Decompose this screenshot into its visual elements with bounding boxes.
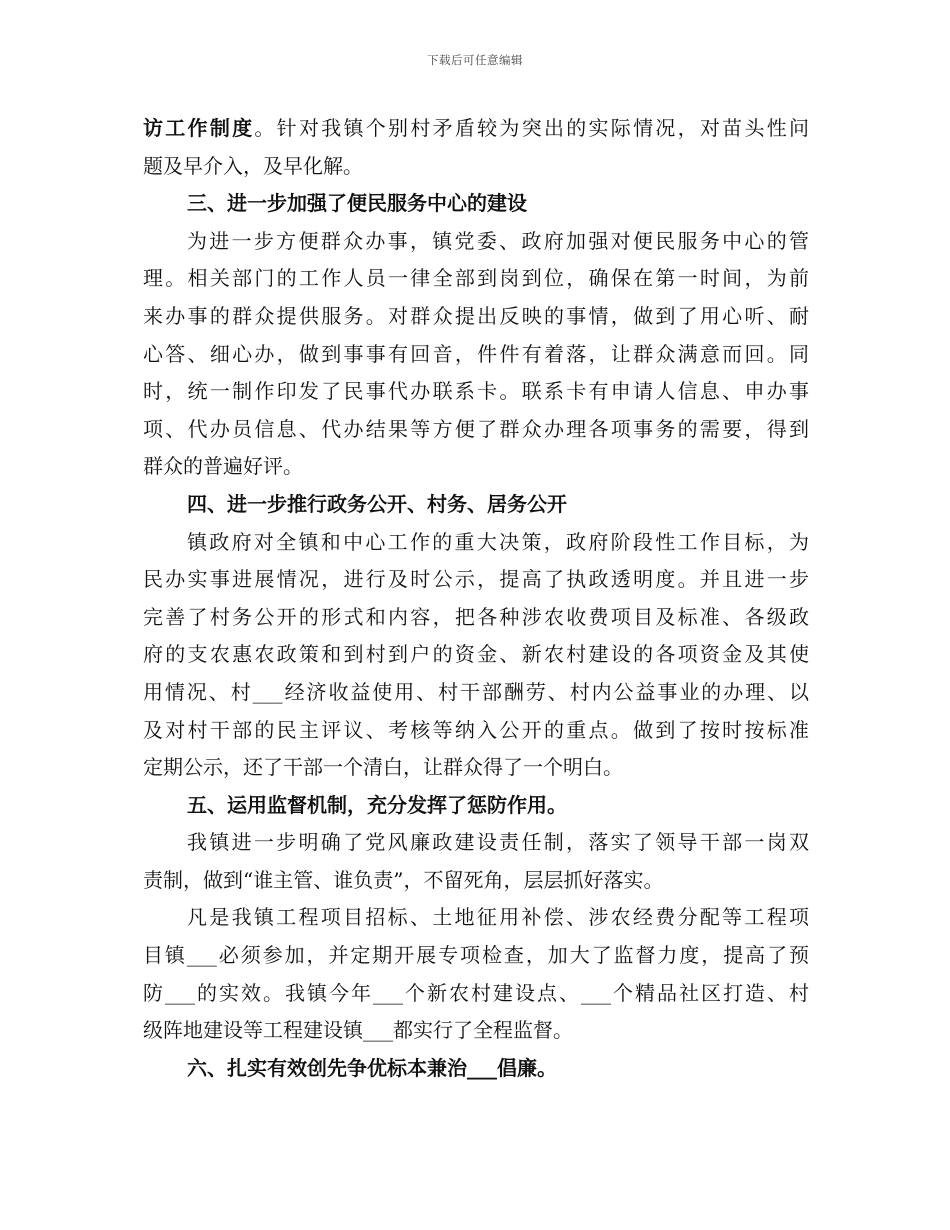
paragraph-line: 用情况、村___经济收益使用、村干部酬劳、村内公益事业的办理、以 <box>143 679 809 704</box>
paragraph-line: 理。相关部门的工作人员一律全部到岗到位，确保在第一时间，为前 <box>143 266 809 291</box>
text-line: 题及早介入，及早化解。 <box>143 153 363 178</box>
bold-phrase: 访工作制度 <box>143 116 255 140</box>
paragraph-line: 目镇___必须参加，并定期开展专项检查，加大了监督力度，提高了预 <box>143 943 809 968</box>
paragraph-line: 项、代办员信息、代办结果等方便了群众办理各项事务的需要，得到 <box>143 416 809 441</box>
paragraph-line: 及对村干部的民主评议、考核等纳入公开的重点。做到了按时按标准 <box>143 717 809 742</box>
text-line <box>143 110 809 148</box>
page-header: 下载后可任意编辑 <box>427 53 523 67</box>
paragraph-line: 心答、细心办，做到事事有回音，件件有着落，让群众满意而回。同 <box>143 341 809 366</box>
paragraph-line: 防___的实效。我镇今年___个新农村建设点、___个精品社区打造、村 <box>143 980 809 1005</box>
section-heading-3: 三、进一步加强了便民服务中心的建设 <box>187 191 527 216</box>
paragraph-line: 时，统一制作印发了民事代办联系卡。联系卡有申请人信息、申办事 <box>143 379 809 404</box>
paragraph-line: 级阵地建设等工程建设镇___都实行了全程监督。 <box>143 1018 573 1043</box>
paragraph-line: 群众的普遍好评。 <box>143 454 303 479</box>
section-heading-5: 五、运用监督机制，充分发挥了惩防作用。 <box>187 792 567 817</box>
paragraph-line: 民办实事进展情况，进行及时公示，提高了执政透明度。并且进一步 <box>143 567 809 592</box>
paragraph-line: 为进一步方便群众办事，镇党委、政府加强对便民服务中心的管 <box>187 228 809 253</box>
paragraph-line: 凡是我镇工程项目招标、土地征用补偿、涉农经费分配等工程项 <box>187 905 809 930</box>
text-run: 。针对我镇个别村矛盾较为突出的实际情况，对苗头性问 <box>254 116 810 140</box>
paragraph-line: 镇政府对全镇和中心工作的重大决策，政府阶段性工作目标，为 <box>187 529 809 554</box>
paragraph-line: 完善了村务公开的形式和内容，把各种涉农收费项目及标准、各级政 <box>143 604 809 629</box>
document-body <box>143 110 809 1087</box>
paragraph-line: 我镇进一步明确了党风廉政建设责任制，落实了领导干部一岗双 <box>187 830 809 855</box>
paragraph-line: 来办事的群众提供服务。对群众提出反映的事情，做到了用心听、耐 <box>143 303 809 328</box>
paragraph-line: 府的支农惠农政策和到村到户的资金、新农村建设的各项资金及其使 <box>143 642 809 667</box>
section-heading-4: 四、进一步推行政务公开、村务、居务公开 <box>187 491 567 516</box>
paragraph-line: 责制，做到“谁主管、谁负责”，不留死角，层层抓好落实。 <box>143 867 664 892</box>
paragraph-line: 定期公示，还了干部一个清白，让群众得了一个明白。 <box>143 755 623 780</box>
section-heading-6: 六、扎实有效创先争优标本兼治___倡廉。 <box>187 1055 557 1080</box>
